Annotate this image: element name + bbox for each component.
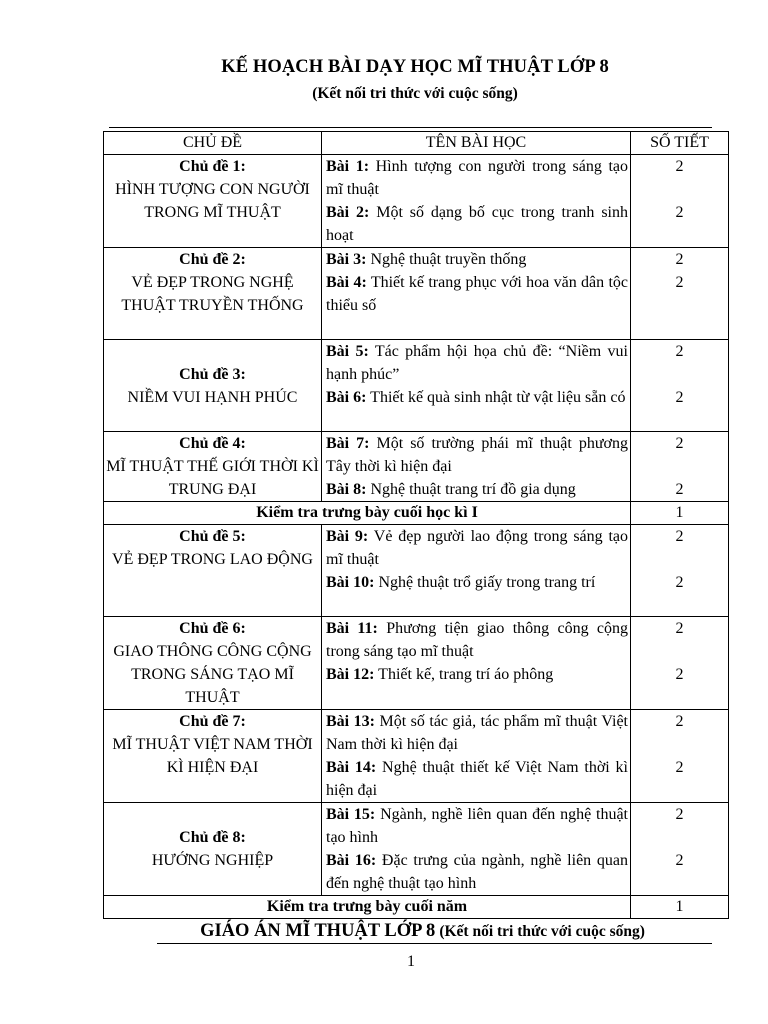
lesson-periods: 2 [675,852,684,869]
lesson-title: Đặc trưng của ngành, nghề liên quan đến nghệ thuật tạo hình [326,852,629,892]
periods-cell [631,525,729,617]
topic-number: Chủ đề 3: [179,366,246,383]
header-divider [109,127,712,128]
lesson-label: Bài 1: [326,158,370,175]
exam-row-final [104,896,729,919]
lesson-title: Thiết kế, trang trí áo phông [378,666,554,683]
topic-cell [104,710,322,803]
topic-row [104,525,729,617]
lesson-title: Nghệ thuật trổ giấy trong trang trí [378,574,596,591]
table-header-row [104,132,729,155]
periods-cell [631,432,729,502]
topic-number: Chủ đề 6: [179,620,246,637]
lesson-item [326,756,628,802]
lesson-label: Bài 11: [326,620,378,637]
topic-title: MĨ THUẬT VIỆT NAM THỜI KÌ HIỆN ĐẠI [112,736,313,776]
topic-cell [104,803,322,896]
topic-number: Chủ đề 2: [179,251,246,268]
page-title: KẾ HOẠCH BÀI DẠY HỌC MĨ THUẬT LỚP 8 [221,57,609,77]
lesson-item [326,248,628,271]
lesson-title: Thiết kế quà sinh nhật từ vật liệu sẵn có [370,389,626,406]
lesson-item [326,432,628,478]
topic-row [104,432,729,502]
lessons-cell [322,340,631,432]
exam-label: Kiểm tra trưng bày cuối năm [104,896,631,919]
exam-row-semester-1 [104,502,729,525]
lesson-item [326,617,628,663]
exam-label: Kiểm tra trưng bày cuối học kì I [104,502,631,525]
topic-cell [104,525,322,617]
lesson-label: Bài 6: [326,389,367,406]
topic-title: VẺ ĐẸP TRONG NGHỆ THUẬT TRUYỀN THỐNG [121,274,304,314]
lesson-item [326,478,628,501]
topic-number: Chủ đề 8: [179,829,246,846]
periods-cell [631,248,729,340]
topic-cell [104,432,322,502]
lesson-item [326,386,628,409]
topic-row [104,248,729,340]
lesson-label: Bài 16: [326,852,377,869]
lesson-title: Hình tượng con người trong sáng tạo mĩ thuật [326,158,629,198]
lesson-title: Một số tác giả, tác phẩm mĩ thuật Việt Nam thời kì hiện đại [326,713,628,753]
header-topic: CHỦ ĐỀ [104,132,322,155]
lesson-item [326,849,628,895]
lesson-item [326,803,628,849]
lesson-title: Nghệ thuật thiết kế Việt Nam thời kì hiện đại [326,759,628,799]
topic-number: Chủ đề 5: [179,528,246,545]
topic-title: GIAO THÔNG CÔNG CỘNG TRONG SÁNG TẠO MĨ THUẬT [113,643,312,706]
lessons-cell [322,803,631,896]
lesson-item [326,525,628,571]
topic-number: Chủ đề 7: [179,713,246,730]
lesson-title: Thiết kế trang phục với hoa văn dân tộc thiểu số [326,274,629,314]
lesson-title: Vẻ đẹp người lao động trong sáng tạo mĩ thuật [326,528,629,568]
lesson-title: Tác phẩm hội họa chủ đề: “Niềm vui hạnh phúc” [326,343,628,383]
periods-cell [631,155,729,248]
lesson-title: Nghệ thuật trang trí đồ gia dụng [370,481,576,498]
lesson-periods: 2 [675,528,684,545]
lesson-label: Bài 9: [326,528,369,545]
lesson-label: Bài 2: [326,204,370,221]
topic-cell [104,155,322,248]
lesson-label: Bài 14: [326,759,377,776]
lesson-periods: 2 [675,806,684,823]
lessons-cell [322,248,631,340]
page-number: 1 [407,953,415,970]
topic-row [104,340,729,432]
lesson-plan-table [103,131,729,919]
lessons-cell [322,525,631,617]
lesson-periods: 2 [675,481,684,498]
lesson-label: Bài 3: [326,251,367,268]
periods-cell [631,803,729,896]
topic-title: HƯỚNG NGHIỆP [151,852,274,869]
topic-cell [104,617,322,710]
lesson-periods: 2 [675,204,684,221]
page-subtitle: (Kết nối tri thức với cuộc sống) [312,85,518,102]
lesson-periods: 2 [675,158,684,175]
lesson-periods: 2 [675,574,684,591]
lesson-periods: 2 [675,435,684,452]
lesson-item [326,155,628,201]
header-periods: SỐ TIẾT [631,132,729,155]
lesson-title: Một số trường phái mĩ thuật phương Tây thời kì hiện đại [326,435,628,475]
lesson-periods: 2 [675,343,684,360]
lesson-label: Bài 12: [326,666,375,683]
footer-title [0,921,768,942]
topic-title: NIỀM VUI HẠNH PHÚC [127,389,298,406]
lesson-label: Bài 10: [326,574,375,591]
topic-row [104,803,729,896]
lessons-cell [322,432,631,502]
footer-title-sub: (Kết nối tri thức với cuộc sống) [439,923,645,940]
periods-cell [631,340,729,432]
lesson-label: Bài 15: [326,806,376,823]
lesson-periods: 2 [675,759,684,776]
lesson-label: Bài 13: [326,713,375,730]
lesson-item [326,710,628,756]
lessons-cell [322,617,631,710]
exam-periods: 1 [631,502,729,525]
topic-row [104,617,729,710]
lesson-item [326,663,628,686]
topic-title: MĨ THUẬT THẾ GIỚI THỜI KÌ TRUNG ĐẠI [106,458,319,498]
topic-row [104,710,729,803]
topic-title: VẺ ĐẸP TRONG LAO ĐỘNG [112,551,313,568]
lesson-item [326,340,628,386]
periods-cell [631,710,729,803]
lesson-item [326,571,628,594]
topic-number: Chủ đề 4: [179,435,246,452]
topic-row [104,155,729,248]
lesson-item [326,201,628,247]
lesson-title: Phương tiện giao thông công cộng trong sáng tạo mĩ thuật [326,620,629,660]
lesson-title: Một số dạng bố cục trong tranh sinh hoạt [326,204,628,244]
footer-divider [157,943,712,944]
lesson-title: Ngành, nghề liên quan đến nghệ thuật tạo hình [326,806,628,846]
lesson-label: Bài 5: [326,343,369,360]
footer-title-main: GIÁO ÁN MĨ THUẬT LỚP 8 [200,921,436,941]
header-lesson-name: TÊN BÀI HỌC [322,132,631,155]
exam-periods: 1 [631,896,729,919]
lesson-label: Bài 4: [326,274,367,291]
lesson-periods: 2 [675,620,684,637]
periods-cell [631,617,729,710]
lesson-item [326,271,628,317]
lesson-periods: 2 [675,389,684,406]
lesson-title: Nghệ thuật truyền thống [370,251,527,268]
lesson-periods: 2 [675,251,684,268]
topic-cell [104,248,322,340]
lesson-periods: 2 [675,713,684,730]
lesson-label: Bài 8: [326,481,367,498]
lessons-cell [322,155,631,248]
lessons-cell [322,710,631,803]
topic-title: HÌNH TƯỢNG CON NGƯỜI TRONG MĨ THUẬT [115,181,310,221]
lesson-label: Bài 7: [326,435,370,452]
lesson-periods: 2 [675,666,684,683]
topic-cell [104,340,322,432]
topic-number: Chủ đề 1: [179,158,246,175]
lesson-periods: 2 [675,274,684,291]
